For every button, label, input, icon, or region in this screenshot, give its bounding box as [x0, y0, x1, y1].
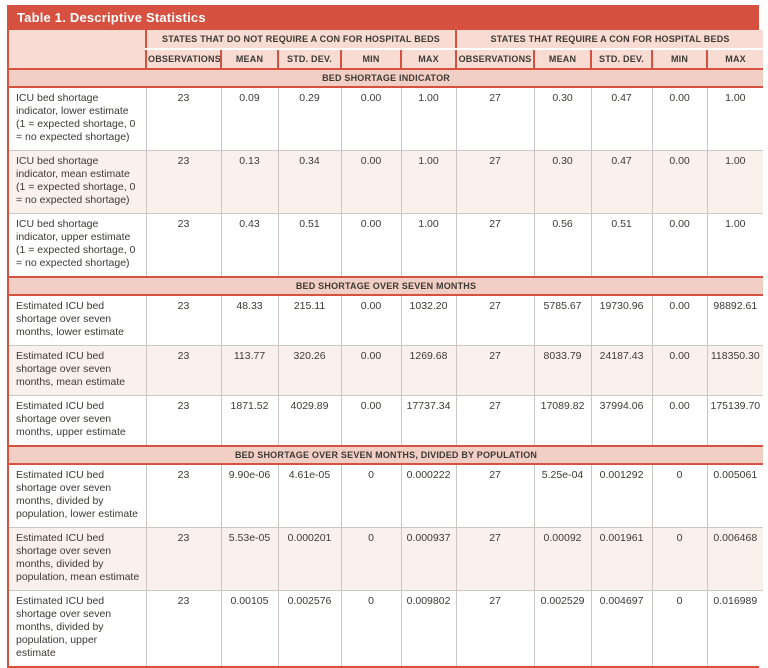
value-cell-con-2: 0.001961: [591, 528, 652, 591]
value-cell-con-0: 27: [456, 87, 534, 151]
value-cell-no-con-2: 215.11: [278, 295, 341, 346]
column-header-con-0: OBSERVATIONS: [456, 49, 534, 69]
value-cell-con-1: 0.56: [534, 214, 591, 278]
value-cell-con-4: 175139.70: [707, 396, 763, 447]
value-cell-con-3: 0.00: [652, 87, 707, 151]
row-label: ICU bed shortage indicator, lower estimate (1 = expected shortage, 0 = no expected shortage): [9, 87, 146, 151]
value-cell-con-0: 27: [456, 346, 534, 396]
value-cell-con-3: 0.00: [652, 214, 707, 278]
value-cell-no-con-1: 0.00105: [221, 591, 278, 667]
value-cell-con-0: 27: [456, 464, 534, 528]
row-label: Estimated ICU bed shortage over seven months, divided by population, upper estimate: [9, 591, 146, 667]
column-header-no-con-1: MEAN: [221, 49, 278, 69]
value-cell-con-3: 0.00: [652, 151, 707, 214]
group-header-row: [9, 30, 763, 49]
value-cell-no-con-2: 0.34: [278, 151, 341, 214]
value-cell-no-con-3: 0.00: [341, 396, 401, 447]
value-cell-con-3: 0.00: [652, 396, 707, 447]
value-cell-no-con-4: 1.00: [401, 214, 456, 278]
row-label: ICU bed shortage indicator, mean estimate (1 = expected shortage, 0 = no expected shortage): [9, 151, 146, 214]
table-title: Table 1. Descriptive Statistics: [9, 7, 757, 30]
value-cell-no-con-2: 0.002576: [278, 591, 341, 667]
value-cell-con-2: 19730.96: [591, 295, 652, 346]
value-cell-no-con-1: 5.53e-05: [221, 528, 278, 591]
value-cell-no-con-3: 0.00: [341, 214, 401, 278]
section-header-row: [9, 277, 763, 295]
value-cell-con-3: 0: [652, 464, 707, 528]
value-cell-con-4: 0.006468: [707, 528, 763, 591]
value-cell-no-con-4: 1032.20: [401, 295, 456, 346]
value-cell-con-1: 8033.79: [534, 346, 591, 396]
value-cell-no-con-0: 23: [146, 346, 221, 396]
value-cell-no-con-0: 23: [146, 295, 221, 346]
value-cell-no-con-3: 0.00: [341, 87, 401, 151]
value-cell-con-3: 0.00: [652, 346, 707, 396]
value-cell-no-con-0: 23: [146, 396, 221, 447]
value-cell-no-con-1: 1871.52: [221, 396, 278, 447]
column-header-con-2: STD. DEV.: [591, 49, 652, 69]
value-cell-no-con-4: 0.009802: [401, 591, 456, 667]
table-row: [9, 528, 763, 591]
table-row: [9, 396, 763, 447]
row-label: Estimated ICU bed shortage over seven months, divided by population, lower estimate: [9, 464, 146, 528]
value-cell-con-4: 1.00: [707, 151, 763, 214]
value-cell-no-con-3: 0.00: [341, 151, 401, 214]
value-cell-no-con-4: 0.000222: [401, 464, 456, 528]
row-label: ICU bed shortage indicator, upper estimate (1 = expected shortage, 0 = no expected shortage): [9, 214, 146, 278]
value-cell-con-1: 5785.67: [534, 295, 591, 346]
table-row: [9, 591, 763, 667]
value-cell-con-2: 24187.43: [591, 346, 652, 396]
value-cell-con-4: 118350.30: [707, 346, 763, 396]
value-cell-no-con-3: 0.00: [341, 346, 401, 396]
section-header-row: [9, 69, 763, 87]
value-cell-con-1: 0.00092: [534, 528, 591, 591]
value-cell-con-3: 0: [652, 591, 707, 667]
value-cell-con-4: 1.00: [707, 87, 763, 151]
value-cell-con-4: 98892.61: [707, 295, 763, 346]
group-header-con: STATES THAT REQUIRE A CON FOR HOSPITAL BEDS: [456, 30, 763, 49]
value-cell-no-con-4: 1.00: [401, 151, 456, 214]
value-cell-no-con-1: 0.13: [221, 151, 278, 214]
value-cell-con-1: 17089.82: [534, 396, 591, 447]
value-cell-no-con-4: 17737.34: [401, 396, 456, 447]
value-cell-no-con-2: 0.51: [278, 214, 341, 278]
value-cell-no-con-0: 23: [146, 591, 221, 667]
row-label: Estimated ICU bed shortage over seven months, divided by population, mean estimate: [9, 528, 146, 591]
value-cell-con-2: 0.47: [591, 151, 652, 214]
value-cell-con-2: 0.001292: [591, 464, 652, 528]
value-cell-no-con-3: 0: [341, 464, 401, 528]
column-header-no-con-4: MAX: [401, 49, 456, 69]
value-cell-con-0: 27: [456, 214, 534, 278]
value-cell-con-0: 27: [456, 396, 534, 447]
value-cell-no-con-3: 0: [341, 591, 401, 667]
value-cell-con-3: 0.00: [652, 295, 707, 346]
table-row: [9, 346, 763, 396]
column-header-con-3: MIN: [652, 49, 707, 69]
value-cell-con-3: 0: [652, 528, 707, 591]
value-cell-con-0: 27: [456, 591, 534, 667]
value-cell-no-con-4: 1.00: [401, 87, 456, 151]
value-cell-no-con-2: 0.29: [278, 87, 341, 151]
section-header: BED SHORTAGE OVER SEVEN MONTHS, DIVIDED BY POPULATION: [9, 446, 763, 464]
value-cell-no-con-0: 23: [146, 87, 221, 151]
table-row: [9, 214, 763, 278]
value-cell-con-2: 0.004697: [591, 591, 652, 667]
value-cell-con-1: 0.30: [534, 87, 591, 151]
value-cell-con-2: 0.47: [591, 87, 652, 151]
table-row: [9, 464, 763, 528]
table-body: [9, 69, 763, 666]
value-cell-con-4: 0.005061: [707, 464, 763, 528]
value-cell-no-con-0: 23: [146, 464, 221, 528]
column-header-no-con-3: MIN: [341, 49, 401, 69]
value-cell-no-con-1: 9.90e-06: [221, 464, 278, 528]
value-cell-con-4: 1.00: [707, 214, 763, 278]
section-header: BED SHORTAGE OVER SEVEN MONTHS: [9, 277, 763, 295]
value-cell-con-1: 0.002529: [534, 591, 591, 667]
section-header: BED SHORTAGE INDICATOR: [9, 69, 763, 87]
row-label: Estimated ICU bed shortage over seven months, upper estimate: [9, 396, 146, 447]
value-cell-con-1: 0.30: [534, 151, 591, 214]
value-cell-no-con-1: 0.43: [221, 214, 278, 278]
row-label: Estimated ICU bed shortage over seven months, mean estimate: [9, 346, 146, 396]
section-header-row: [9, 446, 763, 464]
table-row: [9, 295, 763, 346]
value-cell-no-con-4: 1269.68: [401, 346, 456, 396]
table-row: [9, 151, 763, 214]
value-cell-no-con-4: 0.000937: [401, 528, 456, 591]
value-cell-no-con-0: 23: [146, 151, 221, 214]
value-cell-no-con-2: 4029.89: [278, 396, 341, 447]
value-cell-con-4: 0.016989: [707, 591, 763, 667]
value-cell-no-con-1: 113.77: [221, 346, 278, 396]
table-row: [9, 87, 763, 151]
value-cell-no-con-0: 23: [146, 528, 221, 591]
value-cell-no-con-2: 4.61e-05: [278, 464, 341, 528]
value-cell-con-1: 5.25e-04: [534, 464, 591, 528]
group-header-no-con: STATES THAT DO NOT REQUIRE A CON FOR HOSPITAL BEDS: [146, 30, 456, 49]
value-cell-no-con-3: 0: [341, 528, 401, 591]
value-cell-con-0: 27: [456, 151, 534, 214]
value-cell-no-con-3: 0.00: [341, 295, 401, 346]
table-card: [7, 5, 759, 668]
value-cell-no-con-1: 0.09: [221, 87, 278, 151]
value-cell-con-2: 37994.06: [591, 396, 652, 447]
value-cell-con-2: 0.51: [591, 214, 652, 278]
value-cell-con-0: 27: [456, 295, 534, 346]
column-header-no-con-0: OBSERVATIONS: [146, 49, 221, 69]
column-header-no-con-2: STD. DEV.: [278, 49, 341, 69]
row-label: Estimated ICU bed shortage over seven months, lower estimate: [9, 295, 146, 346]
column-header-con-4: MAX: [707, 49, 763, 69]
corner-cell: [9, 30, 146, 69]
table-head: [9, 30, 763, 69]
column-header-con-1: MEAN: [534, 49, 591, 69]
value-cell-no-con-2: 0.000201: [278, 528, 341, 591]
value-cell-con-0: 27: [456, 528, 534, 591]
value-cell-no-con-1: 48.33: [221, 295, 278, 346]
value-cell-no-con-0: 23: [146, 214, 221, 278]
value-cell-no-con-2: 320.26: [278, 346, 341, 396]
descriptive-statistics-table: [9, 30, 763, 666]
